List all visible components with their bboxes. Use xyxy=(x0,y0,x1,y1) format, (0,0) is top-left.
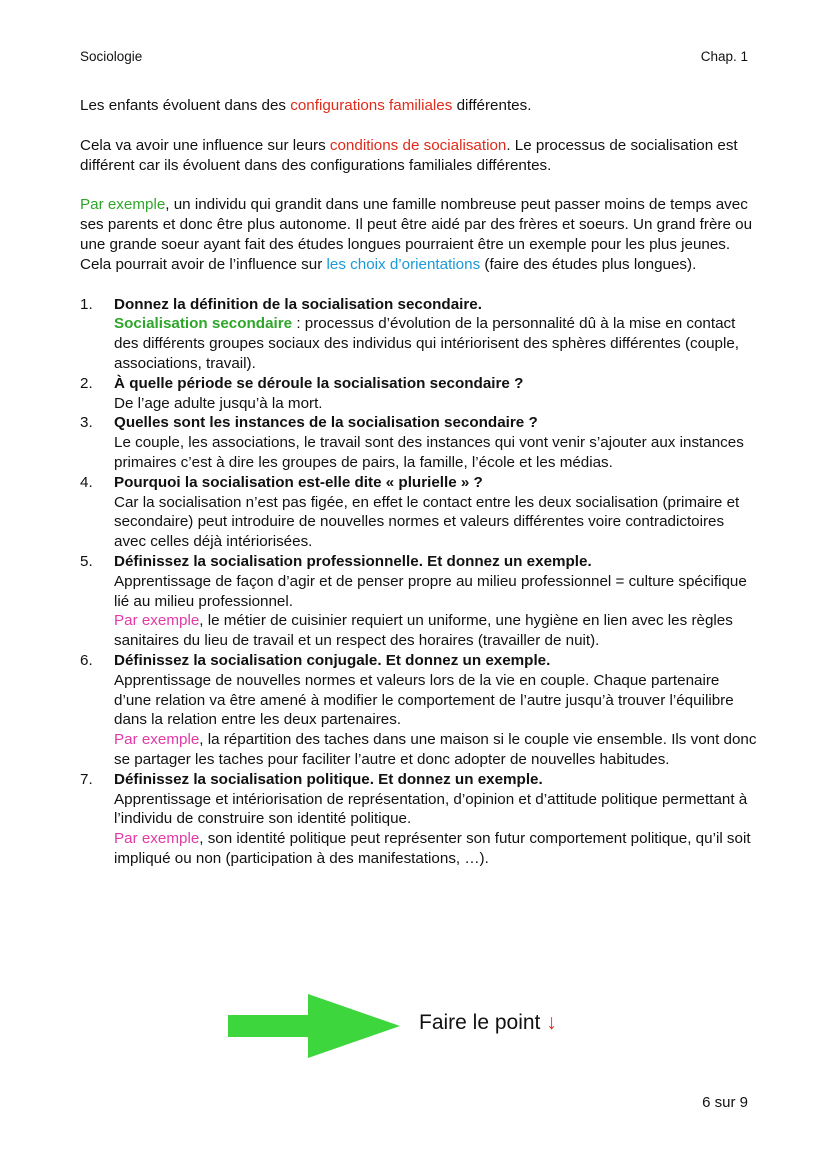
subject-label: Sociologie xyxy=(80,49,143,64)
highlight-configurations-familiales: configurations familiales xyxy=(290,97,453,114)
answer-text: Apprentissage de nouvelles normes et valeurs lors de la vie en couple. Chaque partenaire d’une relation va être amené à modifier le comportement de l’autre jusqu’à trouver l’équilibre dans la relation entre les deux partenaires. xyxy=(114,671,734,729)
answer-text: Apprentissage et intériorisation de représentation, d’opinion et d’attitude politique permettant à l’individu de construire son identité politique. xyxy=(114,790,748,828)
list-item: 4. Pourquoi la socialisation est-elle dite « plurielle » ? Car la socialisation n’est pas figée, en effet le contact entre les deux socialisation (primaire et secondaire) peut introduire de nouvelles normes et valeurs différentes voire contradictoires avec celles déjà intériorisées. xyxy=(80,473,760,552)
list-item: 7. Définissez la socialisation politique. Et donnez un exemple. Apprentissage et intériorisation de représentation, d’opinion et d’attitude politique permettant à l’individu de construire son identité politique. Par exemple, son identité politique peut représenter son futur comportement politique, qu’il soit impliqué ou non (participation à des manifestations, …). xyxy=(80,770,760,869)
question-text: Donnez la définition de la socialisation secondaire. xyxy=(114,295,482,313)
highlight-choix-orientations: les choix d’orientations xyxy=(326,255,481,273)
question-text: Définissez la socialisation politique. Et donnez un exemple. xyxy=(114,770,543,788)
question-text: Pourquoi la socialisation est-elle dite « plurielle » ? xyxy=(114,473,483,491)
example-label: Par exemple xyxy=(114,731,200,749)
faire-le-point-label: Faire le point ↓ xyxy=(419,1011,557,1034)
answer-text: Car la socialisation n’est pas figée, en effet le contact entre les deux socialisation (primaire et secondaire) peut introduire de nouvelles normes et valeurs différentes voire contradictoires avec celles déjà intériorisées. xyxy=(114,493,740,551)
question-text: À quelle période se déroule la socialisation secondaire ? xyxy=(114,374,524,392)
example-text: Par exemple, son identité politique peut représenter son futur comportement politique, qu’il soit impliqué ou non (participation à des manifestations, …). xyxy=(114,830,751,867)
question-text: Définissez la socialisation conjugale. Et donnez un exemple. xyxy=(114,651,551,669)
list-item: 5. Définissez la socialisation professionnelle. Et donnez un exemple. Apprentissage de façon d’agir et de penser propre au milieu professionnel = culture spécifique lié au milieu professionnel. Par exemple, le métier de cuisinier requiert un uniforme, une hygiène en lien avec les règles sanitaires du lieu de travail et un respect des horaires (travailler de nuit). xyxy=(80,552,760,651)
question-list xyxy=(80,295,760,869)
intro-paragraph-3: Par exemple, un individu qui grandit dans une famille nombreuse peut passer moins de temps avec ses parents et donc être plus autonome. Il peut être aidé par des frères et soeurs. Un grand frère ou une grande soeur ayant fait des études longues pourraient être un exemple pour les plus jeunes. Cela pourrait avoir de l’influence sur les choix d’orientations (faire des études plus longues). xyxy=(80,196,753,273)
down-arrow-icon: ↓ xyxy=(546,1011,557,1034)
question-text: Définissez la socialisation professionnelle. Et donnez un exemple. xyxy=(114,552,592,570)
answer-text: Le couple, les associations, le travail sont des instances qui vont venir s’ajouter aux instances primaires c’est à dire les groupes de pairs, la famille, l’école et les médias. xyxy=(114,434,744,471)
chapter-label: Chap. 1 xyxy=(700,49,748,64)
answer-term: Socialisation secondaire xyxy=(114,315,293,333)
page-number: 6 sur 9 xyxy=(702,1094,748,1111)
answer-text: Apprentissage de façon d’agir et de penser propre au milieu professionnel = culture spécifique lié au milieu professionnel. xyxy=(114,572,747,610)
list-item: 2. À quelle période se déroule la socialisation secondaire ? De l’age adulte jusqu’à la mort. xyxy=(80,374,760,414)
document-body xyxy=(80,96,760,869)
answer-text: De l’age adulte jusqu’à la mort. xyxy=(114,394,323,412)
right-arrow-shape xyxy=(228,994,400,1058)
list-item: 1. Donnez la définition de la socialisation secondaire. Socialisation secondaire : processus d’évolution de la personnalité dû à la mise en contact des différents groupes sociaux des individus qui intériorisent des sphères différentes (couple, associations, travail). xyxy=(80,295,760,374)
intro-paragraph-1: Les enfants évoluent dans des configurations familiales différentes. xyxy=(80,97,532,114)
intro-paragraph-2: Cela va avoir une influence sur leurs conditions de socialisation. Le processus de socialisation est différent car ils évoluent dans des configurations familiales différentes. xyxy=(80,136,738,174)
highlight-conditions-de-socialisation: conditions de socialisation xyxy=(329,136,507,154)
example-label: Par exemple xyxy=(80,196,166,214)
question-text: Quelles sont les instances de la socialisation secondaire ? xyxy=(114,414,538,432)
example-text: Par exemple, le métier de cuisinier requiert un uniforme, une hygiène en lien avec les règles sanitaires du lieu de travail et un respect des horaires (travailler de nuit). xyxy=(114,612,733,650)
answer-text: Socialisation secondaire : processus d’évolution de la personnalité dû à la mise en contact des différents groupes sociaux des individus qui intériorisent des sphères différentes (couple, associations, travail). xyxy=(114,315,740,372)
example-label: Par exemple xyxy=(114,612,200,630)
list-item: 6. Définissez la socialisation conjugale. Et donnez un exemple. Apprentissage de nouvelles normes et valeurs lors de la vie en couple. Chaque partenaire d’une relation va être amené à modifier le comportement de l’autre jusqu’à trouver l’équilibre dans la relation entre les deux partenaires. Par exemple, la répartition des taches dans une maison si le couple vie ensemble. Ils vont donc se partager les taches pour faciliter l’autre et donc adopter de nouvelles habitudes. xyxy=(80,651,760,770)
example-text: Par exemple, la répartition des taches dans une maison si le couple vie ensemble. Ils vont donc se partager les taches pour faciliter l’autre et donc adopter de nouvelles habitudes. xyxy=(114,731,757,768)
example-label: Par exemple xyxy=(114,830,200,848)
page-header xyxy=(80,49,748,67)
right-arrow-icon xyxy=(228,994,400,1058)
list-item: 3. Quelles sont les instances de la socialisation secondaire ? Le couple, les associations, le travail sont des instances qui vont venir s’ajouter aux instances primaires c’est à dire les groupes de pairs, la famille, l’école et les médias. xyxy=(80,413,760,472)
